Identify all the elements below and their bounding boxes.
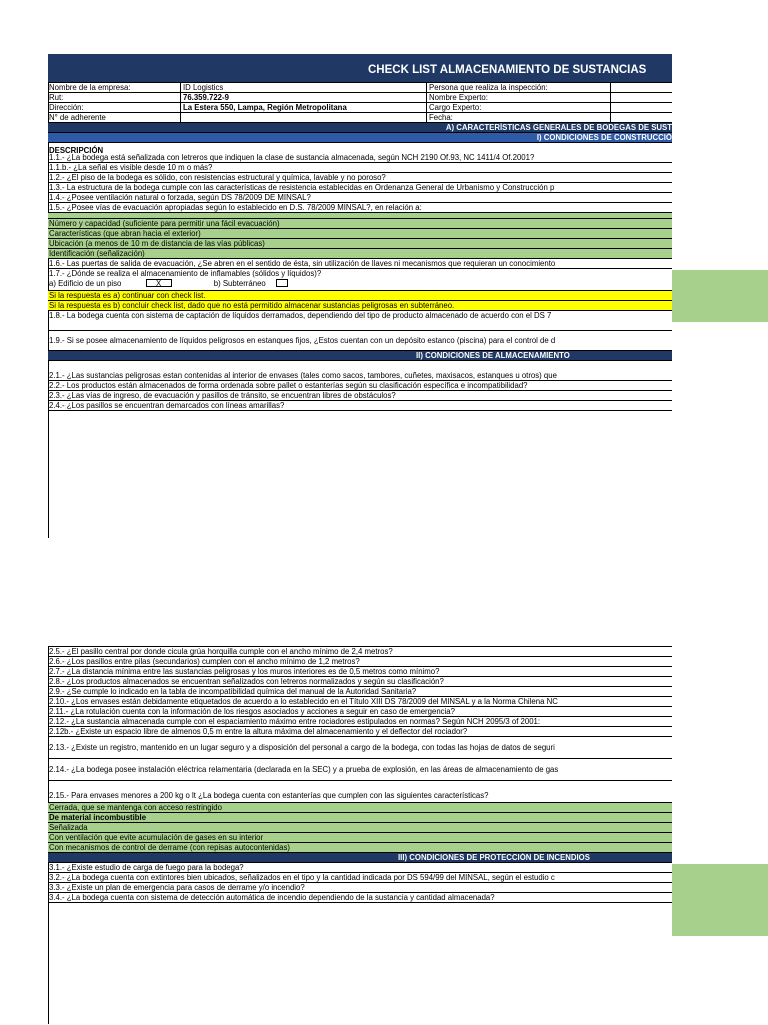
question-row: 1.3.- La estructura de la bodega cumple con las características de resistencia establecidas en Ordenanza General de Urbanismo y Construcción p — [48, 183, 672, 193]
green-item-row: Señalizada — [48, 823, 672, 833]
question-row: 1.1.b.- ¿La señal es visible desde 10 m o más? — [48, 163, 672, 173]
question-row: 1.5.- ¿Posee vías de evacuación apropiadas según lo establecido en D.S. 78/2009 MINSAL?, en relación a: — [48, 203, 672, 213]
question-row: 2.10.- ¿Los envases están debidamente etiquetados de acuerdo a lo establecido en el Título XIII DS 78/2009 del MINSAL y a la Norma Chilena NC — [48, 697, 672, 707]
green-side-block — [672, 270, 768, 322]
option-a-label: a) Edificio de un piso — [49, 279, 122, 288]
question-row: 1.8.- La bodega cuenta con sistema de captación de líquidos derramados, dependiendo del tipo de producto almacenado de acuerdo con el DS 7 — [48, 311, 672, 331]
question-row: 1.6.- Las puertas de salida de evacuación, ¿Se abren en el sentido de ésta, sin utilización de llaves ni mecanismos que requieran un conocimiento — [48, 259, 672, 269]
green-item-row: Con ventilación que evite acumulación de gases en su interior — [48, 833, 672, 843]
question-row: 3.4.- ¿La bodega cuenta con sistema de detección automática de incendio dependiendo de la sustancia y cantidad almacenada? — [48, 893, 672, 903]
question-row: 2.2.- Los productos están almacenados de forma ordenada sobre pallet o estanterías según su clasificación específica e incompatibilidad? — [48, 381, 672, 391]
green-item-row: De material incombustible — [48, 813, 672, 823]
question-row: 2.11.- ¿La rotulación cuenta con la información de los riesgos asociados y acciones a seguir en caso de emergencia? — [48, 707, 672, 717]
info-row-empresa: Nombre de la empresa: ID Logistics Persona que realiza la inspección: — [48, 83, 672, 93]
option-a-checkbox[interactable]: X — [146, 279, 172, 287]
green-item-row: Identificación (señalización) — [48, 249, 672, 259]
checklist-title: CHECK LIST ALMACENAMIENTO DE SUSTANCIAS — [48, 54, 672, 83]
question-row: 2.12b.- ¿Existe un espacio libre de almenos 0,5 m entre la altura máxima del almacenamiento y el deflector del rociador? — [48, 727, 672, 737]
option-row — [48, 279, 672, 291]
question-row: 2.4.- ¿Los pasillos se encuentran demarcados con líneas amarillas? — [48, 401, 672, 411]
question-row: 3.1.- ¿Existe estudio de carga de fuego para la bodega? — [48, 863, 672, 873]
question-row: 1.2.- ¿El piso de la bodega es sólido, con resistencias estructural y química, lavable y no poroso? — [48, 173, 672, 183]
question-row: 1.4.- ¿Posee ventilación natural o forzada, según DS 78/2009 DE MINSAL? — [48, 193, 672, 203]
yellow-note-row: Si la respuesta es a) continuar con check list. — [48, 291, 672, 301]
green-item-row: Número y capacidad (suficiente para permitir una fácil evacuación) — [48, 219, 672, 229]
info-row-adherente: N° de adherente Fecha: — [48, 113, 672, 123]
question-row: 2.5.- ¿El pasillo central por donde cicula grúa horquilla cumple con el ancho mínimo de 2,4 metros? — [48, 647, 672, 657]
question-row: 2.15.- Para envases menores a 200 kg o lt ¿La bodega cuenta con estanterías que cumplen con las siguientes características? — [48, 781, 672, 803]
green-side-block — [672, 864, 768, 936]
green-item-row: Cerrada, que se mantenga con acceso restringido — [48, 803, 672, 813]
question-row: 3.3.- ¿Existe un plan de emergencia para casos de derrame y/o incendio? — [48, 883, 672, 893]
green-item-row: Características (que abran hacia el exterior) — [48, 229, 672, 239]
yellow-note-row: Si la respuesta es b) concluir check list, dado que no está permitido almacenar sustancias peligrosas en subterráneo. — [48, 301, 672, 311]
question-row: 2.8.- ¿Los productos almacenados se encuentran señalizados con letreros normalizados y según su clasificación? — [48, 677, 672, 687]
question-row: 2.7.- ¿La distancia mínima entre las sustancias peligrosas y los muros interiores es de 0,5 metros como mínimo? — [48, 667, 672, 677]
question-row: 2.6.- ¿Los pasillos entre pilas (secundarios) cumplen con el ancho mínimo de 1,2 metros? — [48, 657, 672, 667]
question-row: 2.1.- ¿Las sustancias peligrosas estan contenidas al interior de envases (tales como sacos, tambores, cuñetes, maxisacos, estanques u otros) que — [48, 361, 672, 381]
info-row-rut: Rut: 76.359.722-9 Nombre Experto: — [48, 93, 672, 103]
section-ii-header: II) CONDICIONES DE ALMACENAMIENTO — [48, 351, 672, 361]
question-row: 2.14.- ¿La bodega posee instalación eléctrica relamentaria (declarada en la SEC) y a prueba de explosión, en las áreas de almacenamiento de gas — [48, 759, 672, 781]
info-row-direccion: Dirección: La Estera 550, Lampa, Región Metropolitana Cargo Experto: — [48, 103, 672, 113]
question-row: 1.1.- ¿La bodega está señalizada con letreros que indiquen la clase de sustancia almacenada, según NCH 2190 Of.93, NC 1411/4 Of.2001? — [48, 153, 672, 163]
green-item-row: Con mecanismos de control de derrame (con repisas autocontenidas) — [48, 843, 672, 853]
question-row: 1.9.- Si se posee almacenamiento de líquidos peligrosos en estanques fijos, ¿Estos cuentan con un depósito estanco (piscina) para el control de d — [48, 331, 672, 351]
question-row: 2.12.- ¿La sustancia almacenada cumple con el espaciamiento máximo entre rociadores estipulados en normas? Según NCH 2095/3 of 2001: — [48, 717, 672, 727]
section-i-header: I) CONDICIONES DE CONSTRUCCIÓ — [48, 133, 672, 143]
checklist-sheet-top — [48, 54, 672, 538]
section-a-header: A) CARACTERÍSTICAS GENERALES DE BODEGAS DE SUST — [48, 123, 672, 133]
description-header: DESCRIPCIÓN — [49, 146, 104, 153]
option-b-label: b) Subterráneo — [213, 279, 266, 288]
section-iii-header: III) CONDICIONES DE PROTECCIÓN DE INCENDIOS — [48, 853, 672, 863]
question-row: 1.7.- ¿Dónde se realiza el almacenamiento de inflamables (sólidos y líquidos)? — [49, 269, 322, 278]
question-row: 2.3.- ¿Las vías de ingreso, de evacuación y pasillos de tránsito, se encuentran libres de obstáculos? — [48, 391, 672, 401]
question-row: 2.9.- ¿Se cumple lo indicado en la tabla de incompatibilidad química del manual de la Autoridad Sanitaria? — [48, 687, 672, 697]
question-row: 2.13.- ¿Existe un registro, mantenido en un lugar seguro y a disposición del personal a cargo de la bodega, con todas las hojas de datos de seguri — [48, 737, 672, 759]
checklist-sheet-bottom — [48, 646, 672, 1025]
question-row: 3.2.- ¿La bodega cuenta con extintores bien ubicados, señalizados en el tipo y la cantidad indicada por DS 594/99 del MINSAL, según el estudio c — [48, 873, 672, 883]
option-b-checkbox[interactable] — [276, 279, 288, 287]
green-item-row: Ubicación (a menos de 10 m de distancia de las vías públicas) — [48, 239, 672, 249]
